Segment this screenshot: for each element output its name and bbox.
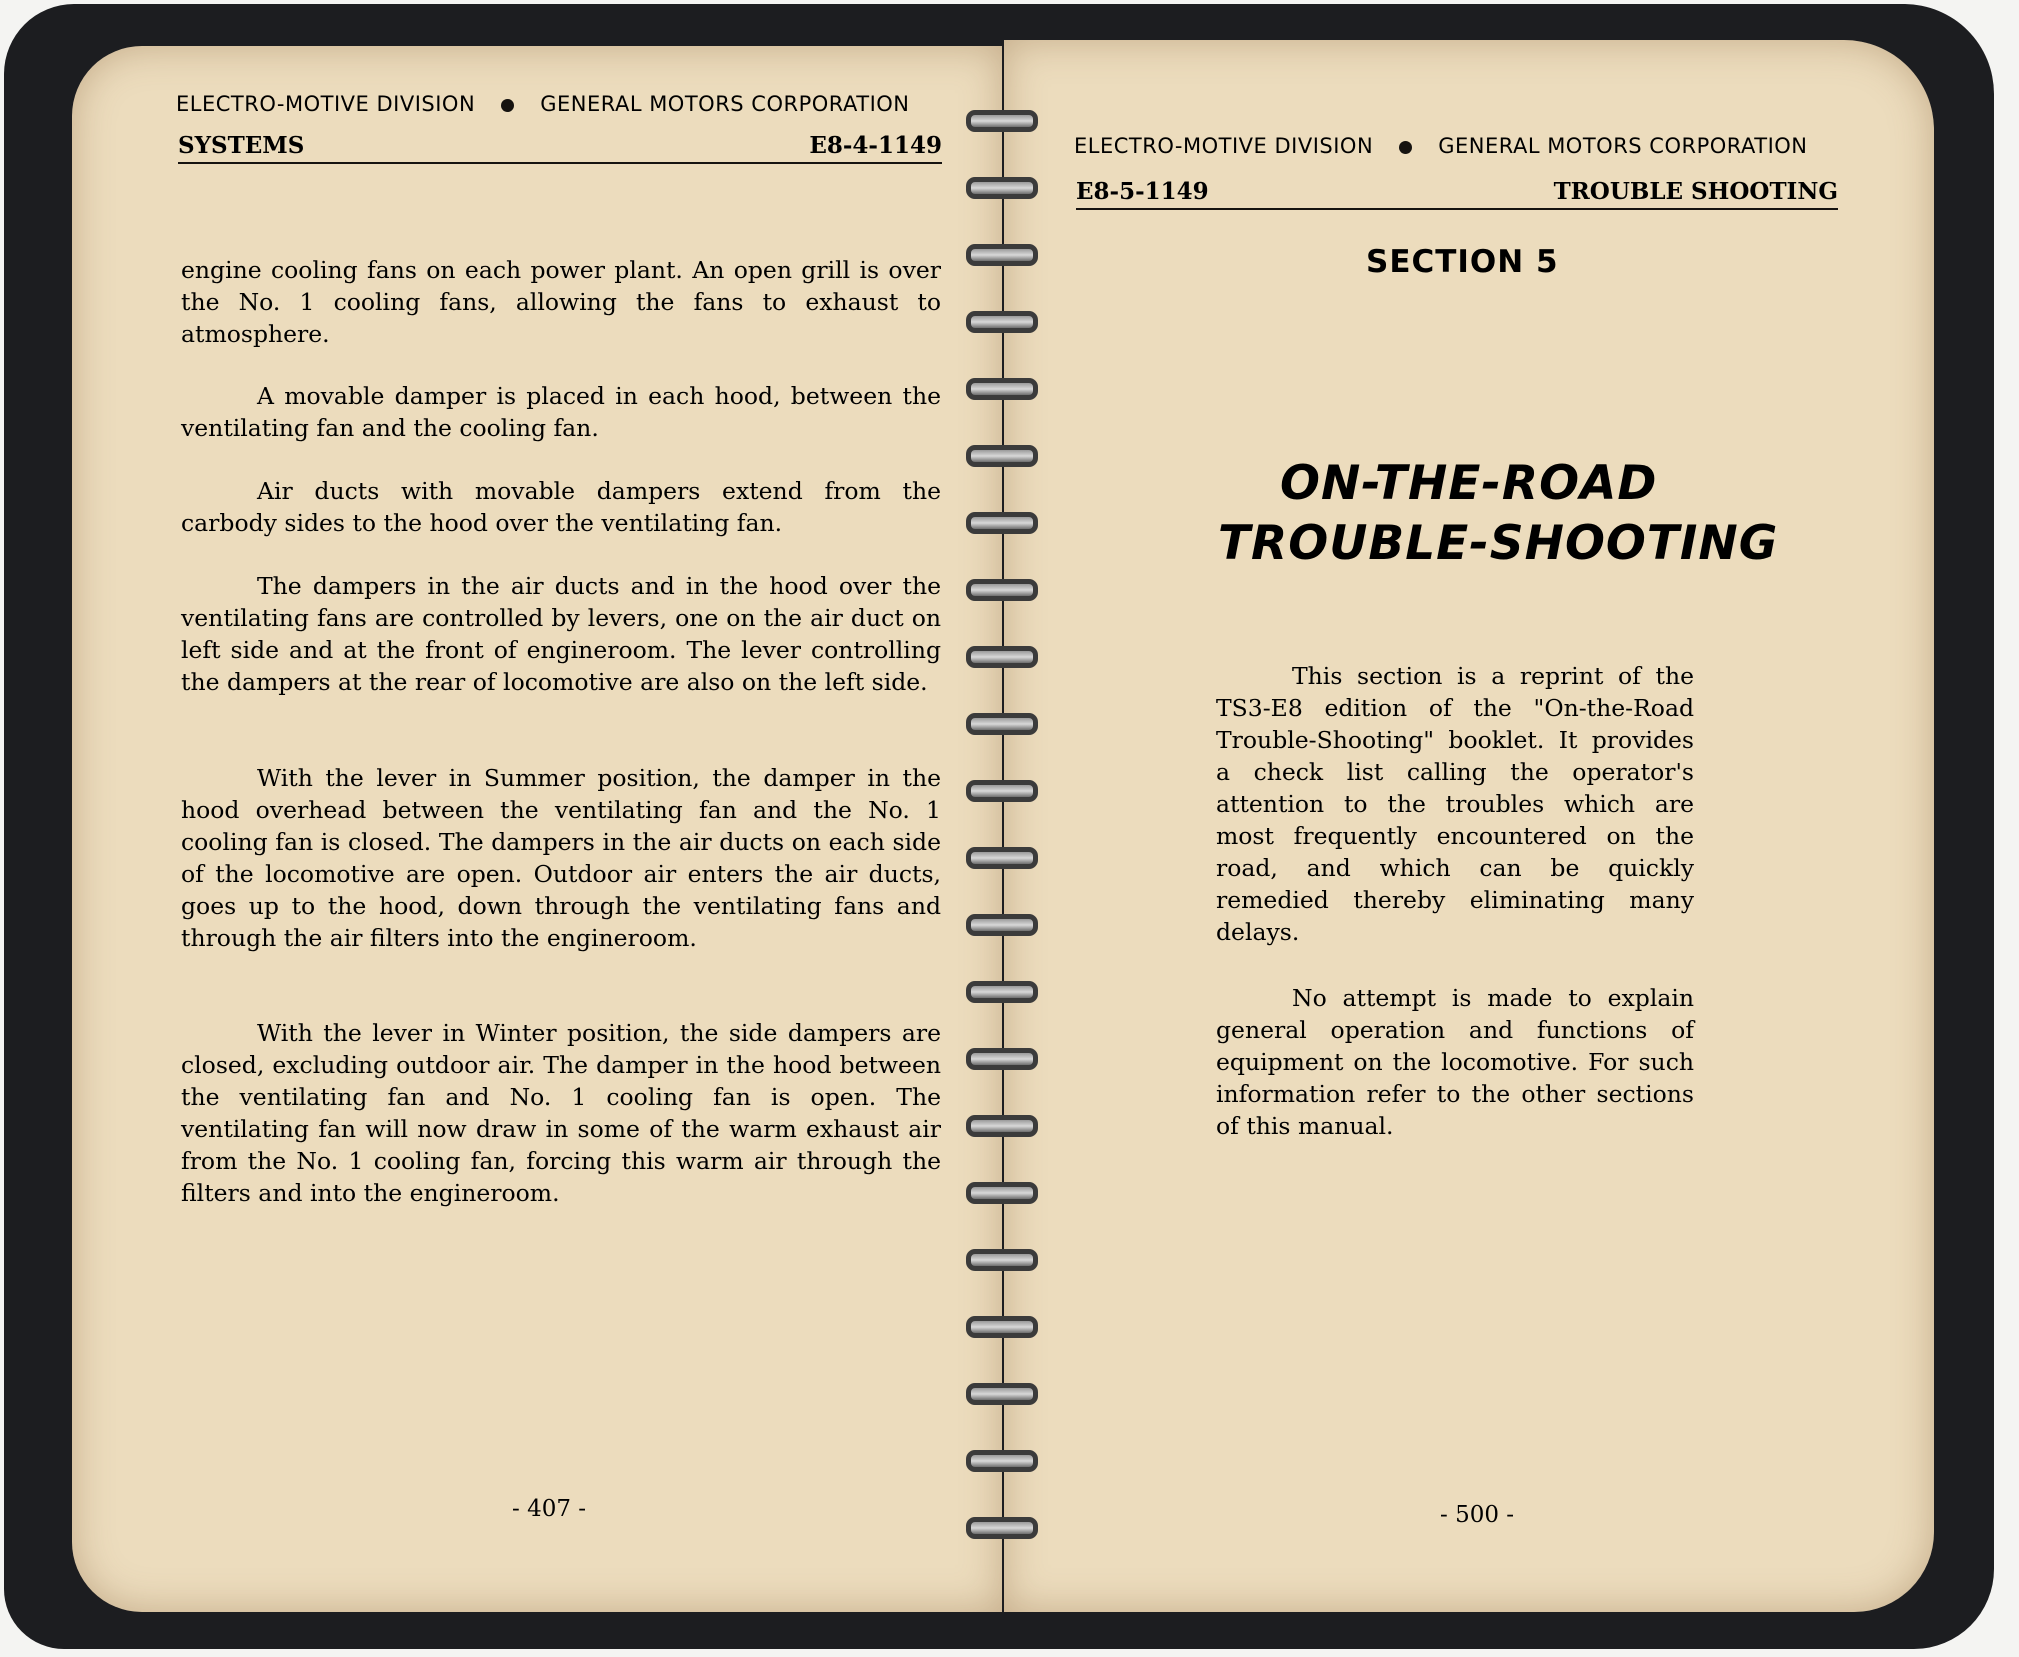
left-page-code: E8-4-1149 [809, 132, 942, 159]
right-paragraph-2: No attempt is made to explain general operation and functions of equipment on the locomotive. For such information refer to the other sections of this manual. [1216, 984, 1694, 1140]
spiral-ring [966, 1450, 1038, 1472]
bullet-icon [501, 99, 514, 112]
right-subheader [1076, 178, 1838, 210]
left-paragraph-2: A movable damper is placed in each hood, between the ventilating fan and the cooling fan. [181, 382, 941, 442]
spiral-ring [966, 1316, 1038, 1338]
spiral-ring [966, 445, 1038, 467]
section-title-line-2: TROUBLE-SHOOTING [1218, 516, 1779, 571]
spiral-ring [966, 512, 1038, 534]
bullet-icon [1399, 141, 1412, 154]
spiral-ring [966, 1517, 1038, 1539]
spiral-ring [966, 110, 1038, 132]
spiral-ring [966, 579, 1038, 601]
spiral-ring [966, 847, 1038, 869]
left-paragraph-1: engine cooling fans on each power plant. An open grill is over the No. 1 cooling fans, allowing the fans to exhaust to atmosphere. [181, 256, 941, 348]
left-paragraph-4: The dampers in the air ducts and in the hood over the ventilating fans are controlled by levers, one on the air duct on left side and at the front of engineroom. The lever controlling the dampers at the rear of locomotive are also on the left side. [181, 572, 941, 696]
spiral-ring [966, 1115, 1038, 1137]
section-label: SECTION 5 [1366, 244, 1559, 280]
right-page-number: - 500 - [1440, 1502, 1515, 1528]
spiral-ring [966, 914, 1038, 936]
spiral-ring [966, 378, 1038, 400]
spiral-ring [966, 646, 1038, 668]
spiral-ring [966, 713, 1038, 735]
right-paragraph-1: This section is a reprint of the TS3-E8 edition of the "On-the-Road Trouble-Shooting" booklet. It provides a check list calling the operator's attention to the troubles which are most frequently encountered on the road, and which can be quickly remedied thereby eliminating many delays. [1216, 662, 1694, 946]
spiral-ring [966, 981, 1038, 1003]
right-section-name: TROUBLE SHOOTING [1553, 178, 1838, 205]
spiral-ring [966, 1249, 1038, 1271]
left-page-header [176, 92, 910, 116]
left-header-corporation: GENERAL MOTORS CORPORATION [540, 92, 910, 116]
left-paragraph-5: With the lever in Summer position, the damper in the hood overhead between the ventilating fan and the No. 1 cooling fan is closed. The dampers in the air ducts on each side of the locomotive are open. Outdoor air enters the air ducts, goes up to the hood, down through the ventilating fans and through the air filters into the engineroom. [181, 764, 941, 952]
spiral-ring [966, 1383, 1038, 1405]
spiral-ring [966, 1182, 1038, 1204]
spiral-ring [966, 311, 1038, 333]
spiral-ring [966, 1048, 1038, 1070]
left-subheader [178, 132, 942, 164]
left-header-division: ELECTRO-MOTIVE DIVISION [176, 92, 476, 116]
right-header-corporation: GENERAL MOTORS CORPORATION [1438, 134, 1808, 158]
spiral-ring [966, 244, 1038, 266]
spiral-ring [966, 177, 1038, 199]
left-page-number: - 407 - [512, 1496, 587, 1522]
right-page-header [1074, 134, 1808, 158]
section-title-line-1: ON-THE-ROAD [1280, 456, 1658, 511]
left-paragraph-3: Air ducts with movable dampers extend from the carbody sides to the hood over the ventilating fan. [181, 477, 941, 537]
right-page-code: E8-5-1149 [1076, 178, 1209, 205]
left-section-name: SYSTEMS [178, 132, 305, 159]
left-paragraph-6: With the lever in Winter position, the side dampers are closed, excluding outdoor air. The damper in the hood between the ventilating fan and No. 1 cooling fan is open. The ventilating fan will now draw in some of the warm exhaust air from the No. 1 cooling fan, forcing this warm air through the filters and into the engineroom. [181, 1019, 941, 1207]
right-header-division: ELECTRO-MOTIVE DIVISION [1074, 134, 1374, 158]
spiral-ring [966, 780, 1038, 802]
